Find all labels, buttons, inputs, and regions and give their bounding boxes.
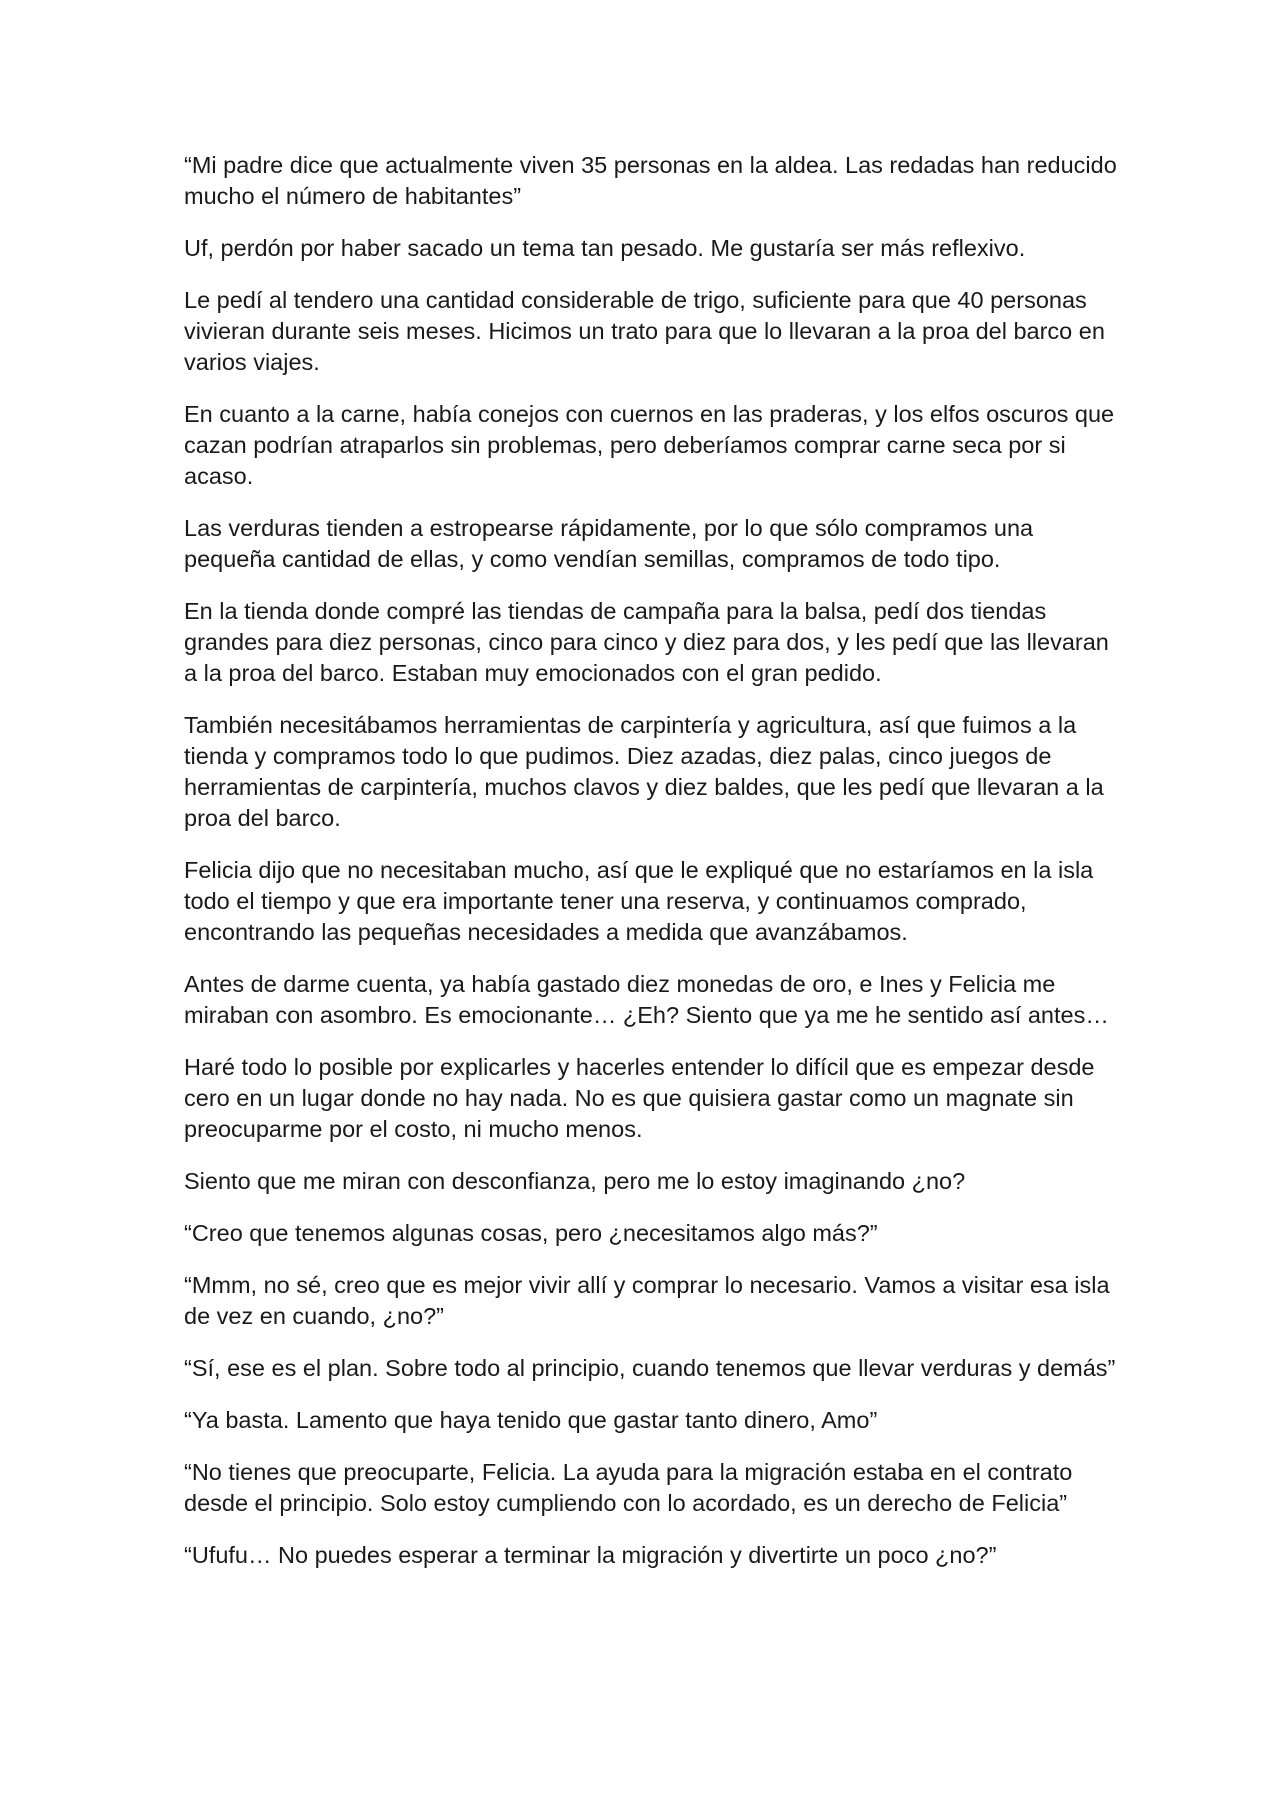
paragraph: En cuanto a la carne, había conejos con cuernos en las praderas, y los elfos oscuros que cazan podrían atraparlos sin problemas, pero deberíamos comprar carne seca por si acaso.: [184, 401, 1115, 489]
paragraph: Las verduras tienden a estropearse rápidamente, por lo que sólo compramos una pequeña cantidad de ellas, y como vendían semillas, compramos de todo tipo.: [184, 515, 1034, 572]
paragraph: “Mi padre dice que actualmente viven 35 personas en la aldea. Las redadas han reducido mucho el número de habitantes”: [184, 152, 1117, 209]
paragraph: Siento que me miran con desconfianza, pero me lo estoy imaginando ¿no?: [184, 1168, 966, 1194]
paragraph: “Ya basta. Lamento que haya tenido que gastar tanto dinero, Amo”: [184, 1407, 878, 1433]
document-body: [184, 150, 1124, 1592]
paragraph: Felicia dijo que no necesitaban mucho, así que le expliqué que no estaríamos en la isla todo el tiempo y que era importante tener una reserva, y continuamos comprado, encontrando las pequeñas necesidades a medida que avanzábamos.: [184, 857, 1094, 945]
paragraph: Antes de darme cuenta, ya había gastado diez monedas de oro, e Ines y Felicia me miraban con asombro. Es emocionante… ¿Eh? Siento que ya me he sentido así antes…: [184, 971, 1109, 1028]
paragraph: Le pedí al tendero una cantidad considerable de trigo, suficiente para que 40 personas vivieran durante seis meses. Hicimos un trato para que lo llevaran a la proa del barco en varios viajes.: [184, 287, 1105, 375]
paragraph: También necesitábamos herramientas de carpintería y agricultura, así que fuimos a la tienda y compramos todo lo que pudimos. Diez azadas, diez palas, cinco juegos de herramientas de carpintería, muchos clavos y diez baldes, que les pedí que llevaran a la proa del barco.: [184, 712, 1104, 831]
paragraph: Uf, perdón por haber sacado un tema tan pesado. Me gustaría ser más reflexivo.: [184, 235, 1026, 261]
paragraph: En la tienda donde compré las tiendas de campaña para la balsa, pedí dos tiendas grandes para diez personas, cinco para cinco y diez para dos, y les pedí que las llevaran a la proa del barco. Estaban muy emocionados con el gran pedido.: [184, 598, 1109, 686]
paragraph: “Creo que tenemos algunas cosas, pero ¿necesitamos algo más?”: [184, 1220, 878, 1246]
paragraph: “Sí, ese es el plan. Sobre todo al principio, cuando tenemos que llevar verduras y demás”: [184, 1355, 1116, 1381]
paragraph: “No tienes que preocuparte, Felicia. La ayuda para la migración estaba en el contrato desde el principio. Solo estoy cumpliendo con lo acordado, es un derecho de Felicia”: [184, 1459, 1073, 1516]
paragraph: “Mmm, no sé, creo que es mejor vivir allí y comprar lo necesario. Vamos a visitar esa isla de vez en cuando, ¿no?”: [184, 1272, 1110, 1329]
paragraph: Haré todo lo posible por explicarles y hacerles entender lo difícil que es empezar desde cero en un lugar donde no hay nada. No es que quisiera gastar como un magnate sin preocuparme por el costo, ni mucho menos.: [184, 1054, 1095, 1142]
paragraph: “Ufufu… No puedes esperar a terminar la migración y divertirte un poco ¿no?”: [184, 1542, 997, 1568]
